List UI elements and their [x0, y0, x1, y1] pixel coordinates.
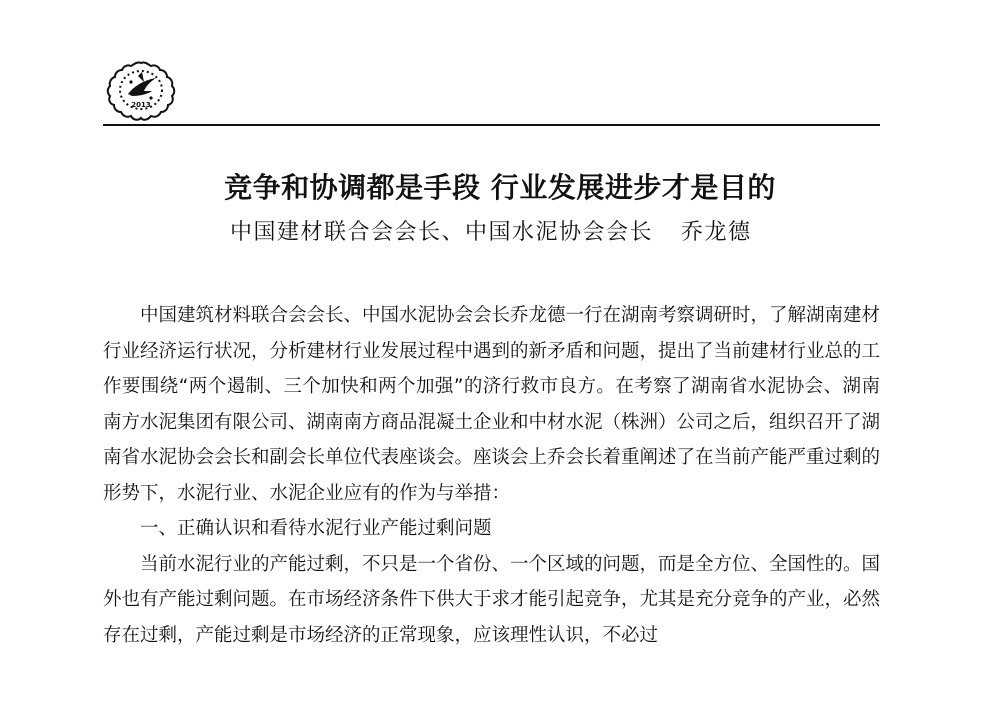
byline	[230, 215, 752, 246]
article-body	[103, 298, 880, 653]
section-heading: 一、正确认识和看待水泥行业产能过剩问题	[140, 518, 492, 539]
header-rule	[103, 124, 880, 126]
paragraph: 当前水泥行业的产能过剩，不只是一个省份、一个区域的问题，而是全方位、全国性的。国外也有产能过剩问题。在市场经济条件下供大于求才能引起竞争，尤其是充分竞争的产业，必然存在过剩，产能过剩是市场经济的正常现象，应该理性认识，不必过	[103, 553, 881, 646]
byline-author: 乔龙德	[681, 220, 752, 245]
article-title: 竞争和协调都是手段 行业发展进步才是目的	[224, 171, 776, 204]
logo-year: 2013	[131, 101, 151, 109]
paragraph: 中国建筑材料联合会会长、中国水泥协会会长乔龙德一行在湖南考察调研时，了解湖南建材行业经济运行状况，分析建材行业发展过程中遇到的新矛盾和问题，提出了当前建材行业总的工作要围绕“两个遏制、三个加快和两个加强”的济行救市良方。在考察了湖南省水泥协会、湖南南方水泥集团有限公司、湖南南方商品混凝土企业和中材水泥（株洲）公司之后，组织召开了湖南省水泥协会会长和副会长单位代表座谈会。座谈会上乔会长着重阐述了在当前产能严重过剩的形势下，水泥行业、水泥企业应有的作为与举措：	[103, 305, 881, 504]
byline-position: 中国建材联合会会长、中国水泥协会会长	[230, 220, 654, 245]
emblem-logo	[104, 60, 178, 122]
emblem-icon	[104, 60, 178, 122]
